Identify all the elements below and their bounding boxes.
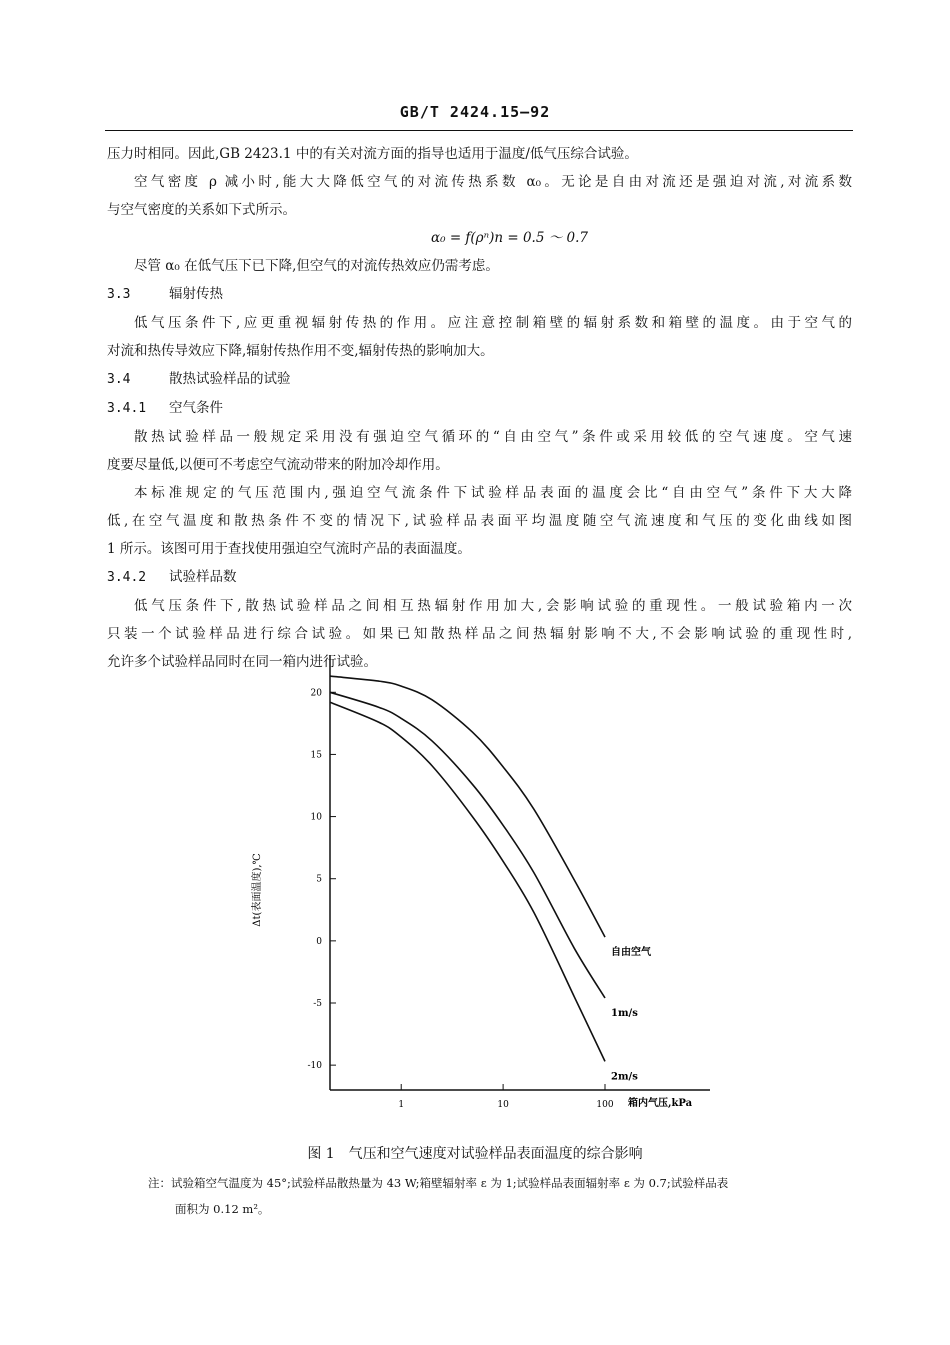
y-tick-label: -5: [313, 999, 322, 1009]
header-rule: [105, 130, 853, 131]
series-label-2: 1m/s: [611, 1008, 638, 1020]
y-tick-label: 10: [310, 812, 322, 823]
section-heading: [107, 280, 852, 309]
series-label-1: 自由空气: [611, 947, 651, 959]
paragraph: 对流和热传导效应下降,辐射传热作用不变,辐射传热的影响加大。: [107, 343, 494, 359]
section-title: 试验样品数: [169, 569, 237, 585]
paragraph: 允许多个试验样品同时在同一箱内进行试验。: [107, 654, 377, 670]
paragraph: 只装一个试验样品进行综合试验。如果已知散热样品之间热辐射影响不大,不会影响试验的重现性时,: [107, 626, 852, 642]
section-heading: [107, 394, 852, 423]
series-line-3: [330, 702, 605, 1061]
y-axis-label: Δt(表面温度),℃: [252, 853, 263, 927]
x-axis-label: 箱内气压,kPa: [628, 1098, 693, 1109]
standard-code-header: GB/T 2424.15—92: [399, 103, 551, 121]
paragraph: 本标准规定的气压范围内,强迫空气流条件下试验样品表面的温度会比“自由空气”条件下大大降: [134, 485, 852, 501]
y-tick-label: -10: [307, 1061, 322, 1072]
paragraph: 散热试验样品一般规定采用没有强迫空气循环的“自由空气”条件或采用较低的空气速度。空气速: [134, 429, 852, 445]
paragraph: 1 所示。该图可用于查找使用强迫空气流时产品的表面温度。: [107, 541, 471, 557]
note-line: 注：试验箱空气温度为 45°;试验样品散热量为 43 W;箱壁辐射率 ε 为 1;试验样品表面辐射率 ε 为 0.7;试验样品表: [148, 1176, 729, 1190]
paragraph: 与空气密度的关系如下式所示。: [107, 202, 296, 218]
section-number: 3.4.2: [107, 570, 147, 585]
paragraph: 低气压条件下,散热试验样品之间相互热辐射作用加大,会影响试验的重现性。一般试验箱内一次: [134, 598, 852, 614]
paragraph: 空气密度 ρ 减小时,能大大降低空气的对流传热系数 α₀。无论是自由对流还是强迫对流,对流系数: [134, 174, 852, 190]
figure-note: [148, 1170, 860, 1222]
section-title: 散热试验样品的试验: [169, 371, 291, 387]
x-tick-label: 1: [398, 1100, 405, 1110]
body-text: [107, 140, 852, 676]
y-tick-label: 15: [310, 750, 322, 761]
series-line-1: [330, 676, 605, 937]
section-title: 辐射传热: [169, 286, 223, 302]
y-tick-label: 20: [310, 688, 322, 699]
formula: α₀ = f(ρⁿ)n = 0.5 ～ 0.7: [431, 230, 588, 246]
x-tick-label: 100: [596, 1100, 614, 1110]
y-tick-label: 5: [316, 874, 322, 885]
section-title: 空气条件: [169, 400, 223, 416]
y-tick-label: 0: [316, 936, 322, 947]
series-line-2: [330, 692, 605, 998]
section-number: 3.4.1: [107, 401, 147, 416]
section-heading: [107, 365, 852, 394]
figure-1-chart: [250, 650, 730, 1120]
section-number: 3.3: [107, 287, 131, 302]
section-number: 3.4: [107, 372, 131, 387]
paragraph: 压力时相同。因此,GB 2423.1 中的有关对流方面的指导也适用于温度/低气压综合试验。: [107, 146, 638, 162]
x-tick-label: 10: [497, 1100, 509, 1110]
section-heading: [107, 563, 852, 592]
figure-caption: 图 1 气压和空气速度对试验样品表面温度的综合影响: [307, 1146, 643, 1162]
paragraph: 尽管 α₀ 在低气压下已下降,但空气的对流传热效应仍需考虑。: [134, 258, 499, 274]
paragraph: 度要尽量低,以便可不考虑空气流动带来的附加冷却作用。: [107, 457, 449, 473]
note-line: 面积为 0.12 m²。: [175, 1202, 270, 1216]
paragraph: 低气压条件下,应更重视辐射传热的作用。应注意控制箱壁的辐射系数和箱壁的温度。由于空气的: [134, 315, 852, 331]
paragraph: 低,在空气温度和散热条件不变的情况下,试验样品表面平均温度随空气流速度和气压的变化曲线如图: [107, 513, 852, 529]
series-label-3: 2m/s: [611, 1071, 638, 1083]
